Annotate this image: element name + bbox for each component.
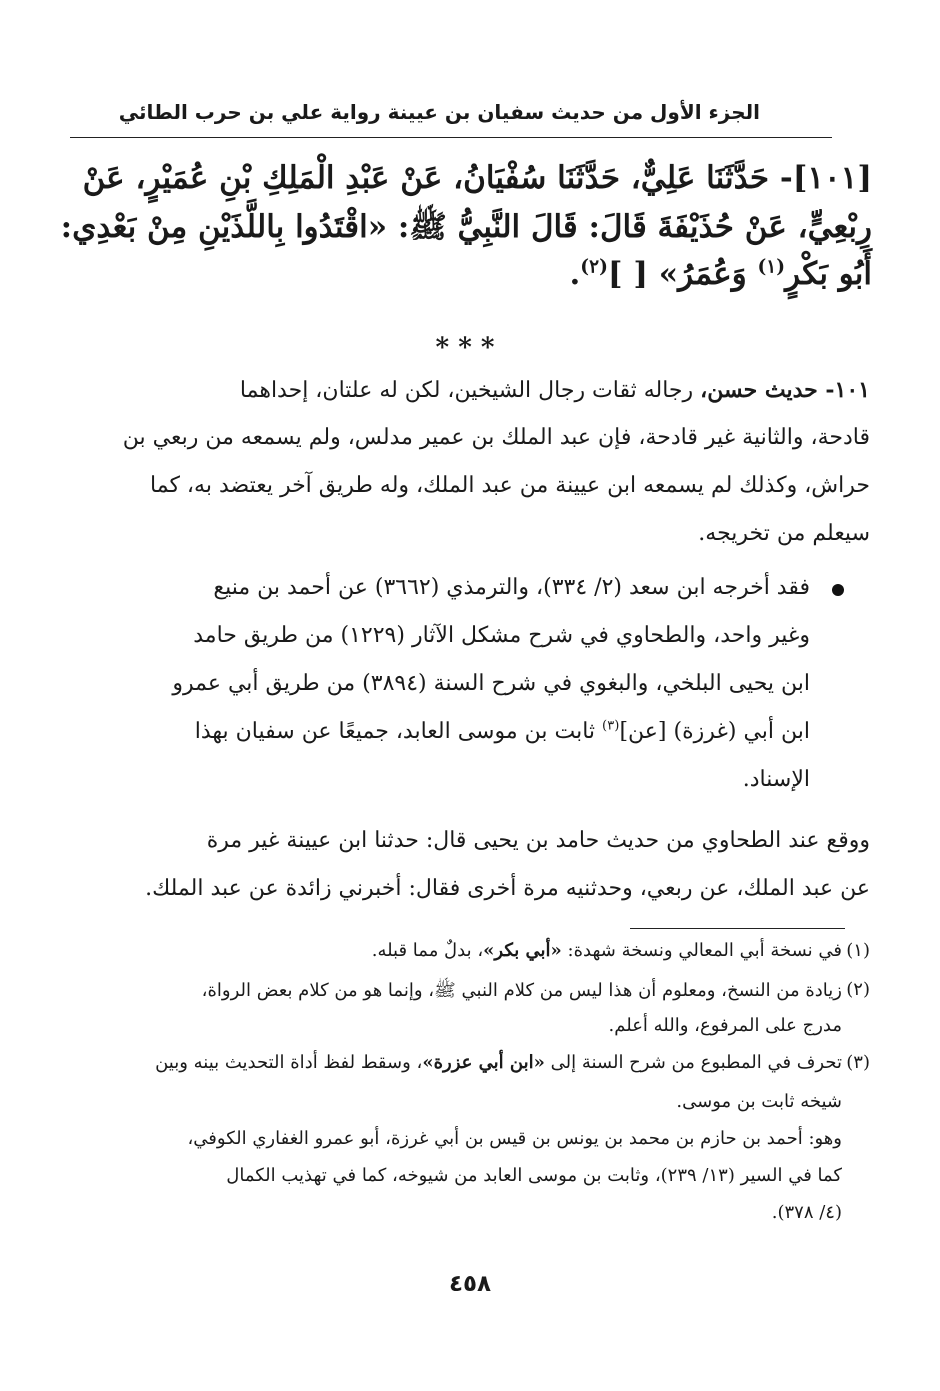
takhrij-text: ثابت بن موسى العابد، جميعًا عن سفيان بهذا: [194, 719, 603, 744]
footnote-3-line-3: وهو: أحمد بن حازم بن محمد بن يونس بن قيس بن أبي غرزة، أبو عمرو الغفاري الكوفي،: [187, 1128, 842, 1149]
hadith-line-3: [66, 256, 872, 292]
running-header: الجزء الأول من حديث سفيان بن عيينة رواية علي بن حرب الطائي: [118, 100, 760, 124]
hadith-line-2: رِبْعِيٍّ، عَنْ حُذَيْفَةَ قَالَ: قَالَ النَّبِيُّ ﷺ: «اقْتَدُوا بِاللَّذَيْنِ مِنْ بَعْدِي:: [60, 209, 872, 245]
hadith-line-1: [١٠١]- حَدَّثَنَا عَلِيٌّ، حَدَّثَنَا سُفْيَانُ، عَنْ عَبْدِ الْمَلِكِ بْنِ عُمَيْرٍ، عَنْ: [82, 160, 872, 196]
footnote-quote: «ابن أبي عزرة»: [422, 1052, 545, 1073]
note-line-1: ووقع عند الطحاوي من حديث حامد بن يحيى قال: حدثنا ابن عيينة غير مرة: [206, 828, 870, 853]
footnote-text: في نسخة أبي المعالي ونسخة شهدة:: [561, 940, 842, 961]
footnote-number-2: (٢): [846, 979, 870, 1000]
takhrij-text: ابن أبي (غرزة) [عن]: [619, 719, 810, 744]
footnote-2-line-2: مدرج على المرفوع، والله أعلم.: [608, 1015, 842, 1036]
footnote-ref-1: (١): [757, 256, 786, 278]
commentary-line-1: [64, 377, 870, 403]
footnote-quote: «أبي بكر»: [483, 940, 562, 961]
commentary-line-4: سيعلم من تخريجه.: [698, 521, 870, 546]
header-rule: [70, 137, 832, 138]
footnote-number-3: (٣): [846, 1052, 870, 1073]
footnote-2-line-1: زيادة من النسخ، ومعلوم أن هذا ليس من كلام النبي ﷺ، وإنما هو من كلام بعض الرواة،: [201, 980, 842, 1001]
hadith-text: وَعُمَرُ» [ ]: [607, 256, 758, 292]
footnote-1: [62, 940, 842, 961]
footnote-text: تحرف في المطبوع من شرح السنة إلى: [544, 1052, 842, 1073]
bullet-icon: [832, 584, 844, 596]
footnote-3-line-2: شيخه ثابت بن موسى.: [676, 1091, 842, 1112]
note-line-2: عن عبد الملك، عن ربعي، وحدثنيه مرة أخرى فقال: أخبرني زائدة عن عبد الملك.: [145, 876, 870, 901]
footnote-3-line-5: (٤/ ٣٧٨).: [771, 1202, 842, 1223]
commentary-line-2: قادحة، والثانية غير قادحة، فإن عبد الملك بن عمير مدلس، ولم يسمعه من ربعي بن: [122, 425, 870, 450]
commentary-text: رجاله ثقات رجال الشيخين، لكن له علتان، إحداهما: [239, 378, 701, 403]
footnote-ref-3: (٣): [602, 718, 620, 734]
section-separator: * * *: [435, 333, 495, 363]
takhrij-line-1: فقد أخرجه ابن سعد (٢/ ٣٣٤)، والترمذي (٣٦٦٢) عن أحمد بن منيع: [213, 575, 810, 600]
footnote-text: ، وسقط لفظ أداة التحديث بينه وبين: [155, 1052, 423, 1073]
hadith-text: أَبُو بَكْرٍ: [785, 256, 872, 292]
takhrij-line-5: الإسناد.: [742, 767, 810, 792]
hadith-text: .: [569, 256, 581, 292]
commentary-lead: ١٠١- حديث حسن،: [700, 377, 870, 403]
takhrij-line-3: ابن يحيى البلخي، والبغوي في شرح السنة (٣٨٩٤) من طريق أبي عمرو: [172, 671, 810, 696]
takhrij-line-2: وغير واحد، والطحاوي في شرح مشكل الآثار (١٢٢٩) من طريق حامد: [193, 623, 810, 648]
page-number: ٤٥٨: [448, 1271, 492, 1297]
commentary-line-3: حراش، وكذلك لم يسمعه ابن عيينة من عبد الملك، وله طريق آخر يعتضد به، كما: [150, 473, 870, 498]
footnote-number-1: (١): [846, 940, 870, 961]
footnote-3-line-1: [62, 1052, 842, 1073]
footnote-3-line-4: كما في السير (١٣/ ٢٣٩)، وثابت بن موسى العابد من شيوخه، كما في تهذيب الكمال: [226, 1165, 842, 1186]
footnote-text: ، بدلٌ مما قبله.: [371, 940, 484, 961]
footnote-ref-2: (٢): [580, 256, 608, 278]
takhrij-line-4: [64, 719, 810, 744]
footnote-rule: [630, 928, 845, 929]
